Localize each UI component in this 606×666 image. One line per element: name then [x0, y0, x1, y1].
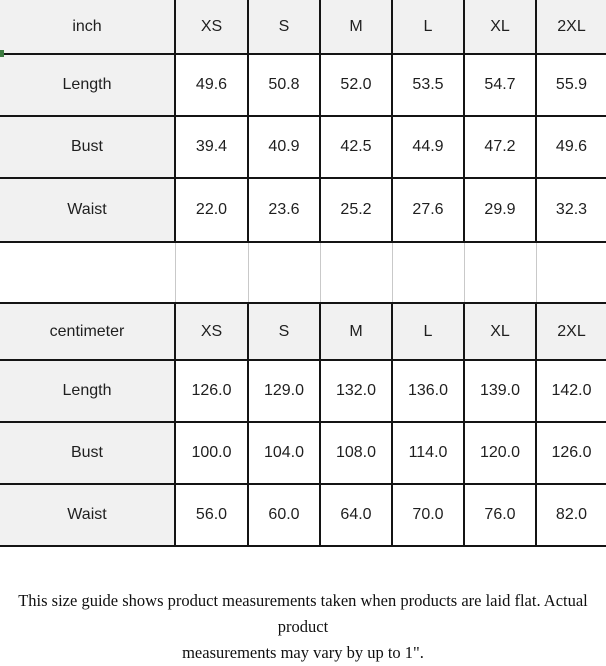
size-header-s: S	[248, 303, 320, 360]
measurement-value: 52.0	[320, 54, 392, 116]
measurement-value: 132.0	[320, 360, 392, 422]
measurement-value: 70.0	[392, 484, 464, 546]
measurement-value: 49.6	[536, 116, 606, 178]
measurement-value: 54.7	[464, 54, 536, 116]
measurement-value: 139.0	[464, 360, 536, 422]
measurement-value: 100.0	[175, 422, 248, 484]
measurement-value: 136.0	[392, 360, 464, 422]
size-header-2xl: 2XL	[536, 303, 606, 360]
measurement-value: 142.0	[536, 360, 606, 422]
measurement-value: 44.9	[392, 116, 464, 178]
measurement-value: 56.0	[175, 484, 248, 546]
spacer-cell	[0, 242, 175, 303]
spacer-cell	[320, 242, 392, 303]
measurement-value: 64.0	[320, 484, 392, 546]
centimeter-length-row	[0, 360, 606, 422]
centimeter-header-row	[0, 303, 606, 360]
measurement-value: 108.0	[320, 422, 392, 484]
measurement-value: 27.6	[392, 178, 464, 242]
inch-waist-row	[0, 178, 606, 242]
measurement-label-length: Length	[0, 360, 175, 422]
measurement-value: 126.0	[175, 360, 248, 422]
measurement-value: 50.8	[248, 54, 320, 116]
measurement-label-bust: Bust	[0, 422, 175, 484]
measurement-value: 42.5	[320, 116, 392, 178]
measurement-value: 25.2	[320, 178, 392, 242]
measurement-value: 126.0	[536, 422, 606, 484]
centimeter-waist-row	[0, 484, 606, 546]
measurement-value: 82.0	[536, 484, 606, 546]
measurement-value: 22.0	[175, 178, 248, 242]
measurement-value: 23.6	[248, 178, 320, 242]
inch-header-row	[0, 0, 606, 54]
green-selection-handle-artifact	[0, 50, 4, 57]
spacer-cell	[392, 242, 464, 303]
measurement-value: 129.0	[248, 360, 320, 422]
size-header-xs: XS	[175, 0, 248, 54]
unit-label-inch: inch	[0, 0, 175, 54]
spacer-cell	[175, 242, 248, 303]
disclaimer-line-2: measurements may vary by up to 1".	[182, 643, 424, 662]
measurement-value: 49.6	[175, 54, 248, 116]
size-header-m: M	[320, 303, 392, 360]
measurement-value: 114.0	[392, 422, 464, 484]
size-guide-disclaimer	[0, 588, 606, 666]
measurement-value: 47.2	[464, 116, 536, 178]
size-header-xs: XS	[175, 303, 248, 360]
measurement-label-waist: Waist	[0, 484, 175, 546]
unit-label-centimeter: centimeter	[0, 303, 175, 360]
measurement-label-bust: Bust	[0, 116, 175, 178]
measurement-value: 40.9	[248, 116, 320, 178]
disclaimer-line-1: This size guide shows product measurements taken when products are laid flat. Actual product	[18, 591, 588, 636]
measurement-value: 29.9	[464, 178, 536, 242]
size-header-xl: XL	[464, 0, 536, 54]
measurement-value: 120.0	[464, 422, 536, 484]
inch-length-row	[0, 54, 606, 116]
spacer-cell	[248, 242, 320, 303]
measurement-value: 32.3	[536, 178, 606, 242]
measurement-value: 76.0	[464, 484, 536, 546]
size-header-m: M	[320, 0, 392, 54]
inch-bust-row	[0, 116, 606, 178]
size-header-l: L	[392, 303, 464, 360]
centimeter-bust-row	[0, 422, 606, 484]
spacer-cell	[464, 242, 536, 303]
measurement-value: 55.9	[536, 54, 606, 116]
size-header-xl: XL	[464, 303, 536, 360]
measurement-label-waist: Waist	[0, 178, 175, 242]
size-header-s: S	[248, 0, 320, 54]
spacer-cell	[536, 242, 606, 303]
measurement-label-length: Length	[0, 54, 175, 116]
measurement-value: 60.0	[248, 484, 320, 546]
measurement-value: 53.5	[392, 54, 464, 116]
size-header-l: L	[392, 0, 464, 54]
spacer-row	[0, 242, 606, 303]
size-header-2xl: 2XL	[536, 0, 606, 54]
measurement-value: 104.0	[248, 422, 320, 484]
measurement-value: 39.4	[175, 116, 248, 178]
